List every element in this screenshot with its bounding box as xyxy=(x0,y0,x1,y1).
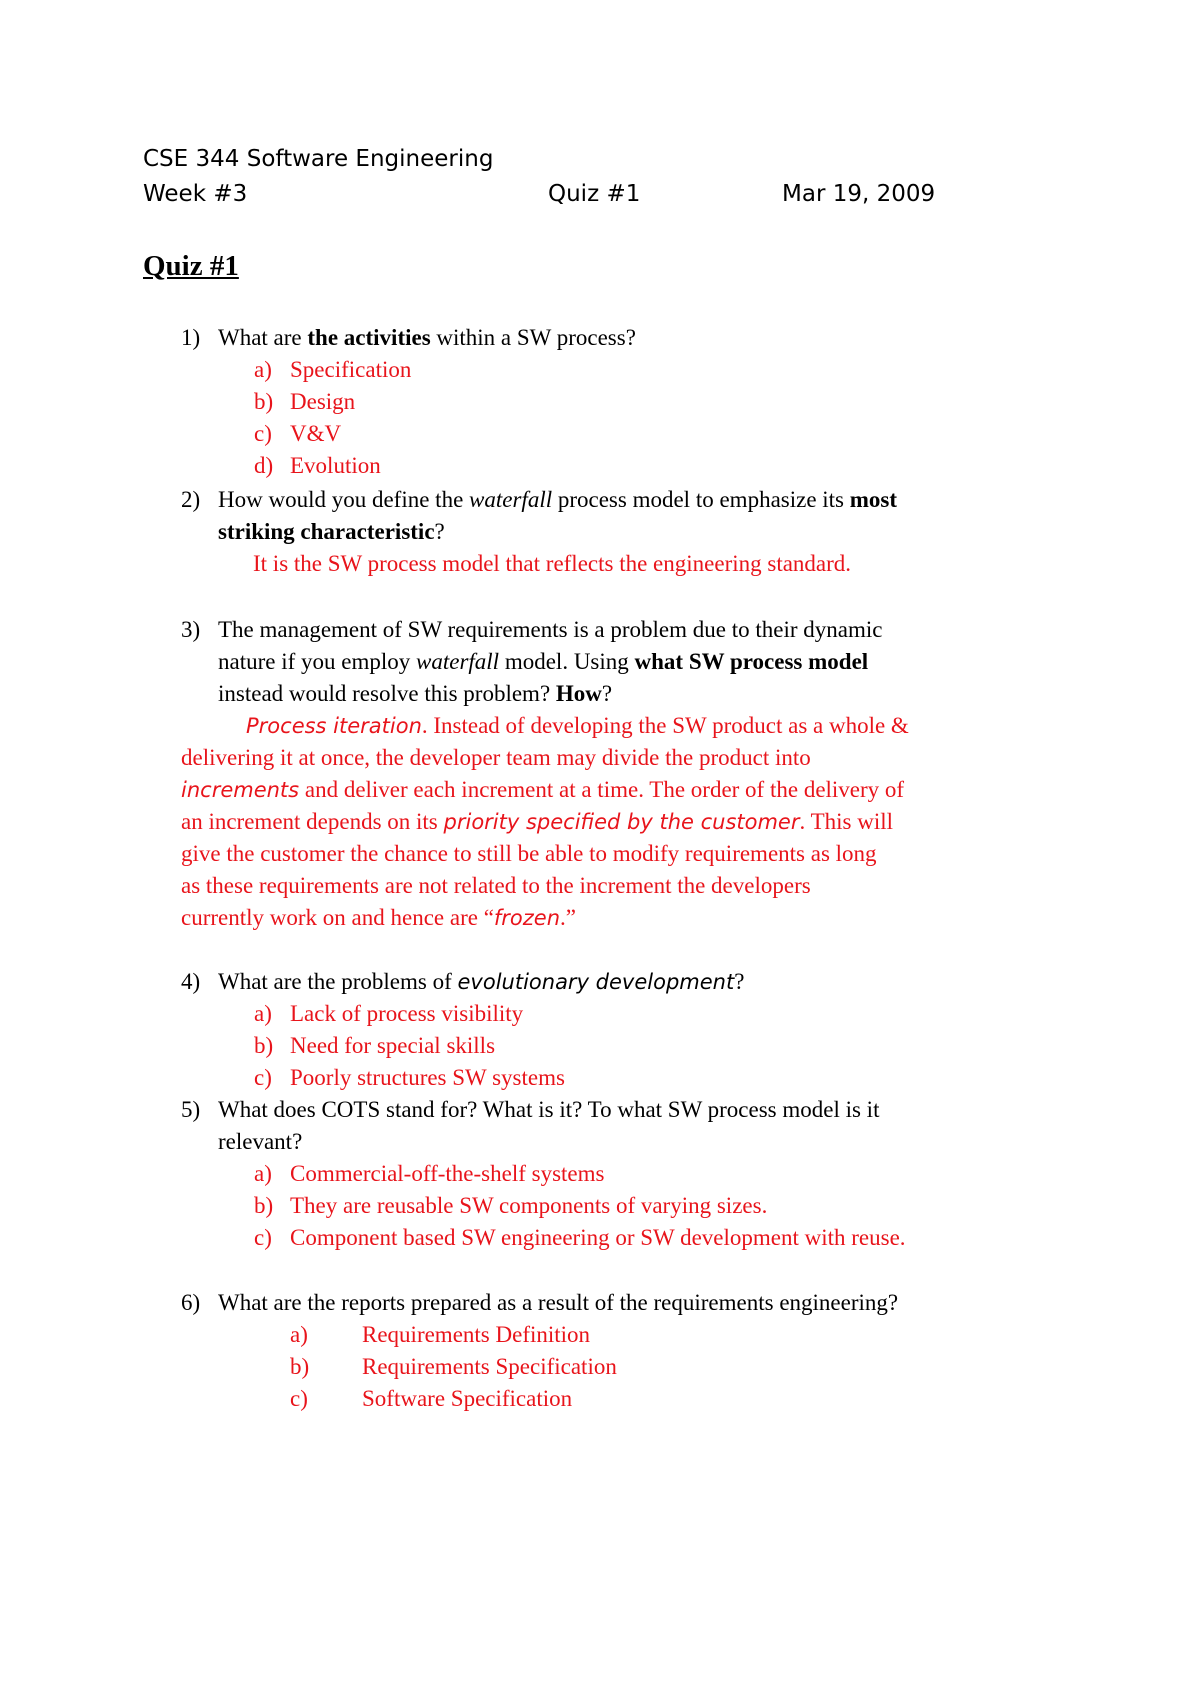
question-5-number: 5) xyxy=(181,1097,201,1122)
q6-answer-a-label: a) xyxy=(290,1322,308,1347)
q6-answer-a: Requirements Definition xyxy=(362,1322,591,1347)
q1-answer-a: Specification xyxy=(290,357,412,382)
q5-answer-b: They are reusable SW components of varying sizes. xyxy=(290,1193,768,1218)
question-2-text-line1: How would you define the waterfall process model to emphasize its most xyxy=(218,487,898,512)
q6-answer-c: Software Specification xyxy=(362,1386,573,1411)
q4-answer-c-label: c) xyxy=(254,1065,272,1090)
q5-answer-c-label: c) xyxy=(254,1225,272,1250)
question-2-text-line2: striking characteristic? xyxy=(218,519,445,544)
question-5-text-line2: relevant? xyxy=(218,1129,303,1154)
q6-answer-b: Requirements Specification xyxy=(362,1354,617,1379)
q5-answer-a: Commercial-off-the-shelf systems xyxy=(290,1161,605,1186)
q2-answer: It is the SW process model that reflects the engineering standard. xyxy=(253,551,852,576)
q1-answer-b: Design xyxy=(290,389,356,414)
question-2-number: 2) xyxy=(181,487,201,512)
q3-answer-line2: delivering it at once, the developer team may divide the product into xyxy=(181,745,811,770)
question-6-text: What are the reports prepared as a result of the requirements engineering? xyxy=(218,1290,899,1315)
date-label: Mar 19, 2009 xyxy=(782,181,936,207)
quiz-label: Quiz #1 xyxy=(548,181,641,207)
q4-answer-a: Lack of process visibility xyxy=(290,1001,524,1026)
question-5-text-line1: What does COTS stand for? What is it? To what SW process model is it xyxy=(218,1097,880,1122)
question-6-number: 6) xyxy=(181,1290,201,1315)
q4-answer-b: Need for special skills xyxy=(290,1033,496,1058)
q1-answer-c-label: c) xyxy=(254,421,272,446)
question-1-number: 1) xyxy=(181,325,201,350)
question-3-text-line2: nature if you employ waterfall model. Using what SW process model xyxy=(218,649,869,674)
q5-answer-a-label: a) xyxy=(254,1161,272,1186)
q3-answer-line4: an increment depends on its priority specified by the customer. This will xyxy=(181,809,894,834)
q5-answer-c: Component based SW engineering or SW development with reuse. xyxy=(290,1225,906,1250)
q6-answer-b-label: b) xyxy=(290,1354,310,1379)
question-3-text-line1: The management of SW requirements is a problem due to their dynamic xyxy=(218,617,883,642)
course-title: CSE 344 Software Engineering xyxy=(143,146,494,172)
q1-answer-d: Evolution xyxy=(290,453,381,478)
q1-answer-b-label: b) xyxy=(254,389,274,414)
question-4-number: 4) xyxy=(181,969,201,994)
question-1-text: What are the activities within a SW process? xyxy=(218,325,636,350)
q3-answer-line5: give the customer the chance to still be able to modify requirements as long xyxy=(181,841,877,866)
week-label: Week #3 xyxy=(143,181,248,207)
q1-answer-a-label: a) xyxy=(254,357,272,382)
q3-answer-line6: as these requirements are not related to the increment the developers xyxy=(181,873,811,898)
q3-answer-line7: currently work on and hence are “frozen.” xyxy=(181,905,577,930)
q4-answer-c: Poorly structures SW systems xyxy=(290,1065,565,1090)
q4-answer-b-label: b) xyxy=(254,1033,274,1058)
question-3-number: 3) xyxy=(181,617,201,642)
q3-answer-line1: Process iteration. Instead of developing the SW product as a whole & xyxy=(246,713,909,738)
q6-answer-c-label: c) xyxy=(290,1386,308,1411)
question-4-text: What are the problems of evolutionary development? xyxy=(218,969,745,994)
q5-answer-b-label: b) xyxy=(254,1193,274,1218)
question-3-text-line3: instead would resolve this problem? How? xyxy=(218,681,613,706)
page-title: Quiz #1 xyxy=(143,250,239,282)
q1-answer-c: V&V xyxy=(290,421,342,446)
q4-answer-a-label: a) xyxy=(254,1001,272,1026)
q1-answer-d-label: d) xyxy=(254,453,274,478)
q3-answer-line3: increments and deliver each increment at a time. The order of the delivery of xyxy=(181,777,905,802)
